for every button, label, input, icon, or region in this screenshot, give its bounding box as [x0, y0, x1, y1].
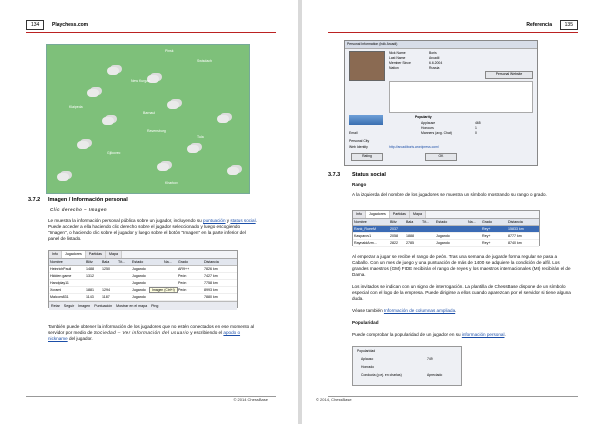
table-cell: Rey+ [482, 241, 491, 245]
rating-graph-thumb [349, 115, 383, 125]
column-header[interactable]: Tít... [118, 260, 126, 264]
field-value: Arcadii [429, 56, 440, 60]
map-town-label: New Kurgan [131, 79, 151, 83]
paragraph-rank: A la izquierda del nombre de los jugadores se muestra un símbolo mostrando su rango o grado. [352, 192, 547, 197]
field-value: 0 [475, 131, 477, 135]
section-title: Imagen / Información personal [48, 197, 128, 203]
table-cell: Jugando [132, 288, 146, 292]
map-town-label: Gjikovec [107, 151, 121, 155]
tooltip: Imagen (Ctrl+I) [149, 287, 178, 293]
page-header [328, 20, 578, 33]
text: y escribiendo el [188, 330, 224, 335]
field-value: Boris [429, 51, 437, 55]
ping-button[interactable]: Ping [151, 304, 159, 308]
rank-table-header [353, 219, 539, 226]
link-nickname[interactable]: apodo o nickname [48, 330, 241, 341]
table-cell: Malcom831 [50, 295, 69, 299]
field-value: 1 [475, 126, 477, 130]
column-header[interactable]: Distancia [204, 260, 219, 264]
table-cell: 7880 km [204, 295, 218, 299]
column-header[interactable]: Blitz [86, 260, 93, 264]
table-cell: Jugando [132, 295, 146, 299]
field-label: Email [349, 131, 358, 135]
tab-games[interactable]: Partidas [390, 211, 410, 218]
table-cell: 8740 km [508, 241, 522, 245]
table-cell: Peón [178, 281, 187, 285]
players-toolbar [49, 301, 237, 310]
page-footer: © 2014 ChessBase [233, 397, 268, 402]
weather-cloud-icon [167, 101, 179, 109]
field-value: 6.6.2004 [429, 61, 443, 65]
paragraph-intro [48, 218, 258, 242]
link-social-status[interactable]: status social [230, 218, 256, 223]
table-row[interactable] [353, 240, 539, 247]
players-table-header [49, 259, 237, 266]
left-page [0, 0, 298, 424]
table-cell: 1312 [86, 274, 94, 278]
table-cell: 1294 [102, 288, 110, 292]
section-title: Status social [352, 172, 386, 178]
field-label: Nick Name [389, 51, 406, 55]
field-label: Member Since [389, 61, 411, 65]
table-cell: Jugando [132, 274, 146, 278]
personal-website-button[interactable]: Personal Website [485, 71, 533, 79]
text: Véase también [352, 308, 384, 313]
column-header[interactable]: Grado [482, 220, 492, 224]
menu-path: Clic derecho – Imagen [50, 207, 108, 212]
map-town-label: Barnaul [143, 111, 156, 115]
show-on-map-button[interactable]: Mostrar en el mapa [116, 304, 148, 308]
tab-games[interactable]: Partidas [86, 251, 106, 258]
table-cell: 1488 [86, 267, 94, 271]
table-row[interactable] [49, 280, 237, 287]
website-url[interactable]: http://arcadiboris.wordpress.com/ [389, 145, 439, 149]
rank-tabs [353, 211, 539, 219]
column-header[interactable]: Nombre [354, 220, 367, 224]
section-number: 3.7.3 [328, 172, 341, 178]
paragraph-popularity [352, 332, 574, 338]
dialog-title: Personal Information (hdk Arcadi) [345, 41, 537, 49]
column-header[interactable]: Estado [436, 220, 448, 224]
weather-cloud-icon [187, 145, 199, 153]
table-cell: Xcrami [50, 288, 62, 292]
map-town-label: Klaipeda [69, 105, 83, 109]
table-cell: 2037 [390, 227, 398, 231]
table-row[interactable] [353, 226, 539, 233]
table-cell: 7427 km [204, 274, 218, 278]
table-cell: 15833 km [508, 227, 524, 231]
table-cell: 2058 [390, 234, 398, 238]
popularity-box-screenshot [352, 346, 462, 386]
paragraph-rank-progression: Al empezar a jugar se recibe el rango de peón. Tras una semana de jugarde forma regular se pasa a Caballo. Con un mes de juego y una puntuación de más de 1400 se adquiere la condición de alfil. Los grandes maestros (GM) FIDE recibirán el rango de reyes y los maestros internacionales (MI) recibirán el de Dama. [352, 254, 571, 277]
tab-players[interactable]: Jugadores [62, 251, 86, 258]
paragraph-offline [48, 324, 258, 342]
table-cell: Jugando [436, 241, 450, 245]
column-header[interactable]: Distancia [508, 220, 523, 224]
weather-cloud-icon [107, 67, 119, 75]
field-label: Honours [421, 126, 434, 130]
weather-cloud-icon [217, 115, 229, 123]
rank-list-screenshot [352, 210, 540, 246]
table-cell: 2822 [390, 241, 398, 245]
field-value: 465 [475, 121, 481, 125]
players-table-body [49, 266, 237, 301]
field-label: Applause [421, 121, 436, 125]
column-header[interactable]: Blitz [390, 220, 397, 224]
table-row[interactable] [49, 287, 237, 294]
tab-map[interactable]: Mapa [410, 211, 426, 218]
column-header[interactable]: Tít... [422, 220, 430, 224]
column-header[interactable]: Bala [406, 220, 414, 224]
table-row[interactable] [49, 294, 237, 301]
text: . [455, 308, 457, 313]
table-cell: Peón [178, 274, 187, 278]
field-label: Personal City [349, 139, 370, 143]
field-value: Russia [429, 66, 440, 70]
table-cell: Jugando [132, 281, 146, 285]
table-cell: 1888 [406, 234, 414, 238]
subsection-title: Popularidad [352, 320, 379, 325]
text: . [504, 332, 506, 337]
column-header[interactable]: Bala [102, 260, 110, 264]
field-label: Honrado [361, 365, 375, 369]
table-cell: 7826 km [204, 267, 218, 271]
tab-players[interactable]: Jugadores [366, 211, 390, 218]
field-label: Aplauso [361, 357, 374, 361]
paragraph-guests: Los invitados se indican con un signo de interrogación. La plantilla de ChessBase dispone de un símbolo especial con el logo de la empresa. Puede dirigirse a ellos cuando aparezcan por el servidor si tiene alguna duda. [352, 284, 571, 301]
table-row[interactable] [353, 233, 539, 240]
column-header[interactable]: Grado [178, 260, 188, 264]
rating-button[interactable]: Rating [351, 153, 383, 161]
table-cell: Rank_RueeM [354, 227, 376, 231]
column-header[interactable]: Na... [468, 220, 476, 224]
rank-table-body [353, 226, 539, 247]
table-cell: HeinrichPauli [50, 267, 72, 271]
table-cell: Hidden game [50, 274, 72, 278]
field-label: Web Identity [349, 145, 368, 149]
player-photo [349, 51, 385, 81]
table-cell: 8777 km [508, 234, 522, 238]
page-footer: © 2014, ChessBase [316, 397, 352, 402]
picture-button[interactable]: Imagen [78, 304, 91, 308]
popularity-box-title: Popularidad [357, 349, 376, 353]
weather-cloud-icon [102, 117, 114, 125]
map-town-label: Pinsk [165, 49, 174, 53]
table-cell: 1250 [102, 267, 110, 271]
table-cell: 1143 [86, 295, 94, 299]
challenge-button[interactable]: Retar [51, 304, 60, 308]
field-value: Apreciado [427, 373, 443, 377]
map-town-label: Ravensburg [147, 129, 166, 133]
personal-info-dialog [344, 40, 538, 166]
table-cell: 7758 km [204, 281, 218, 285]
field-label: Conducta (p.ej. en charlas) [361, 373, 402, 377]
page-number: 135 [560, 20, 578, 30]
table-cell: AR9++ [178, 267, 190, 271]
column-header[interactable]: Na... [164, 260, 172, 264]
text: Puede comprobar la popularidad de un jugador en su [352, 332, 462, 337]
table-cell: Jugando [436, 234, 450, 238]
rating-button[interactable]: Puntuación [94, 304, 113, 308]
weather-cloud-icon [57, 173, 69, 181]
map-town-label: Swisdach [197, 59, 212, 63]
field-label: Manners (avg. Chat) [421, 131, 452, 135]
weather-cloud-icon [157, 163, 169, 171]
section-number: 3.7.2 [28, 197, 41, 203]
text: del jugador. [67, 336, 93, 341]
paragraph-see-also [352, 308, 574, 314]
tab-info[interactable]: Info [353, 211, 366, 218]
field-label: Nation [389, 66, 399, 70]
weather-cloud-icon [87, 89, 99, 97]
table-cell: Peón [178, 288, 187, 292]
menu-path-inline: Sociedad – Ver información del usuario [93, 330, 189, 335]
table-cell: Rey+ [482, 234, 491, 238]
follow-button[interactable]: Seguir [63, 304, 75, 308]
tab-map[interactable]: Mapa [106, 251, 122, 258]
table-cell: 8993 km [204, 288, 218, 292]
field-label: Last Name [389, 56, 406, 60]
map-town-label: Tula [197, 135, 204, 139]
table-cell: Handplay11 [50, 281, 69, 285]
players-tabs [49, 251, 237, 259]
weather-cloud-icon [77, 141, 89, 149]
table-row[interactable] [49, 266, 237, 273]
table-cell: 1187 [102, 295, 110, 299]
table-row[interactable] [49, 273, 237, 280]
link-rating[interactable]: puntuación [203, 218, 226, 223]
text: y [225, 218, 231, 223]
link-personal-info[interactable]: información personal [461, 332, 505, 337]
right-page [302, 0, 600, 424]
column-header[interactable]: Nombre [50, 260, 63, 264]
subsection-title: Rango [352, 182, 367, 187]
map-town-label: Kharkov [165, 181, 178, 185]
table-cell: RaynaldArm... [354, 241, 377, 245]
text: También puede obtener la información de los jugadores que no estén conectados en ese momento al servidor por medio de [48, 324, 255, 335]
page-number: 134 [26, 20, 44, 30]
world-map-screenshot [46, 44, 250, 194]
bio-textbox[interactable] [389, 81, 533, 113]
footer-rule [328, 396, 578, 397]
table-cell: Rey+ [482, 227, 491, 231]
page-header [26, 20, 276, 33]
field-value: 749 [427, 357, 433, 361]
text: . Puede acceder a ella haciendo clic derecho sobre el jugador seleccionado y luego escogiendo "Imagen", o haciendo clic sobre el jugador y luego sobre el botón "Imagen" en la parte inferior del panel de listado. [48, 218, 257, 241]
text: Le muestra la información personal pública sobre un jugador, incluyendo su [48, 218, 204, 223]
table-cell: 2785 [406, 241, 414, 245]
table-cell: Jugando [132, 267, 146, 271]
tab-info[interactable]: Info [49, 251, 62, 258]
popularity-heading: Popularity [415, 115, 432, 119]
table-cell: Kasparov1 [354, 234, 372, 238]
header-title: Playchess.com [52, 22, 89, 28]
weather-cloud-icon [227, 167, 239, 175]
column-header[interactable]: Estado [132, 260, 144, 264]
table-cell: 1881 [86, 288, 94, 292]
link-extended-columns[interactable]: Información de columnas ampliada [383, 308, 456, 313]
header-title: Referencia [526, 22, 552, 28]
players-list-screenshot [48, 250, 238, 308]
ok-button[interactable]: OK [425, 153, 457, 161]
